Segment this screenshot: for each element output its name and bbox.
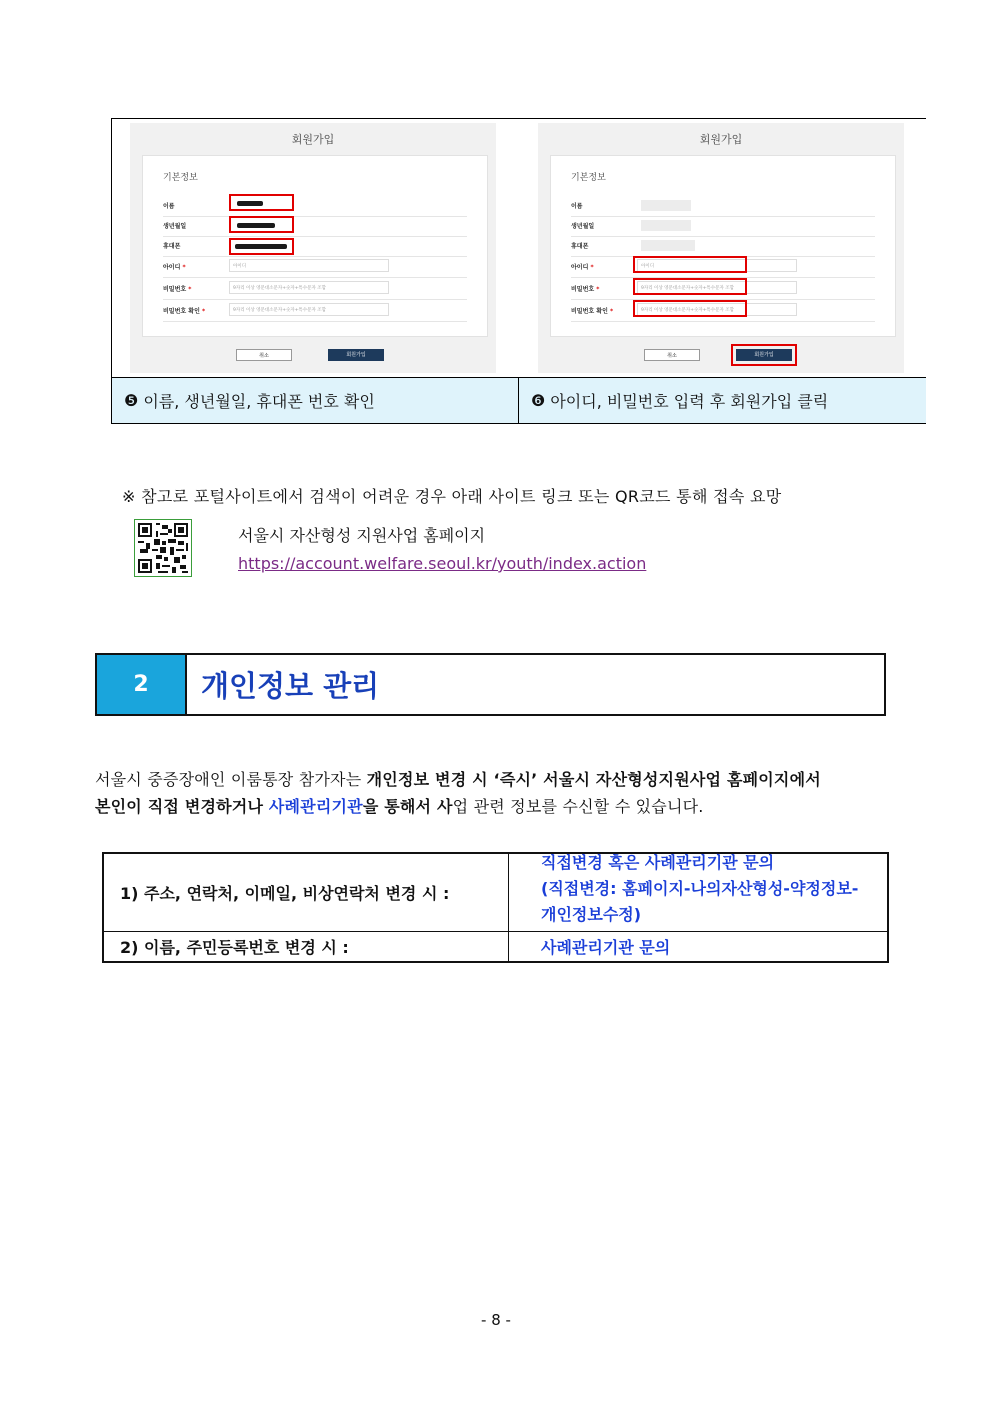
field-label: 휴대폰 [163, 243, 181, 250]
basic-info-heading: 기본정보 [163, 173, 198, 183]
paragraph-line-2 [95, 794, 901, 817]
page-number: - 8 - [481, 1311, 511, 1329]
field-label: 휴대폰 [571, 243, 589, 250]
table-value-line: 직접변경 혹은 사례관리기관 문의 [541, 853, 775, 872]
field-row-phone [571, 236, 875, 257]
signup-title: 회원가입 [291, 133, 335, 146]
field-label: 이름 [163, 203, 175, 210]
masked-value [237, 223, 275, 228]
signup-screenshot-right [538, 123, 904, 373]
field-row-password-confirm [571, 301, 875, 322]
qr-code-icon [134, 519, 192, 577]
masked-value [237, 201, 263, 206]
caption-cell-left [112, 377, 519, 423]
reference-note: ※ 참고로 포털사이트에서 검색이 어려운 경우 아래 사이트 링크 또는 QR코드 통해 접속 요망 [122, 487, 782, 506]
signup-form-card [550, 155, 896, 337]
field-label: 비밀번호 확인 * [571, 308, 614, 315]
info-change-table [102, 852, 889, 963]
id-input[interactable]: 아이디 [229, 259, 389, 272]
masked-value [235, 244, 287, 249]
signup-form-card [142, 155, 488, 337]
readonly-value [641, 220, 691, 231]
field-row-password [571, 279, 875, 300]
field-row-id [163, 257, 467, 278]
field-row-birthdate [163, 216, 467, 237]
cancel-button[interactable]: 취소 [644, 349, 700, 361]
readonly-value [641, 200, 691, 211]
cancel-button[interactable]: 취소 [236, 349, 292, 361]
paragraph-bold-text: 을 통해서 사 [362, 797, 453, 816]
field-row-name [163, 196, 467, 217]
field-label: 비밀번호 * [571, 286, 600, 293]
highlight-box [633, 256, 747, 273]
field-label: 이름 [571, 203, 583, 210]
site-link[interactable]: https://account.welfare.seoul.kr/youth/index.action [238, 554, 647, 573]
table-value-line: (직접변경: 홈페이지-나의자산형성-약정정보- [541, 879, 859, 898]
field-label: 아이디 * [163, 264, 186, 271]
paragraph-text: 업 관련 정보를 수신할 수 있습니다. [452, 797, 704, 816]
field-row-password [163, 279, 467, 300]
join-button[interactable]: 회원가입 [328, 349, 384, 361]
basic-info-heading: 기본정보 [571, 173, 606, 183]
password-input[interactable]: 9자리 이상 영문대소문자+숫자+특수문자 조합 [229, 281, 389, 294]
case-agency-highlight: 사례관리기관 [268, 797, 363, 816]
screenshot-cell-left [112, 119, 520, 377]
password-confirm-input[interactable]: 9자리 이상 영문대소문자+숫자+특수문자 조합 [637, 303, 797, 316]
join-highlight-box [731, 344, 797, 366]
field-row-name [571, 196, 875, 217]
paragraph-line-1 [95, 767, 901, 790]
table-row-value [509, 931, 887, 961]
signup-screenshot-left [130, 123, 496, 373]
field-label: 생년월일 [571, 223, 595, 230]
password-confirm-input[interactable]: 9자리 이상 영문대소문자+숫자+특수문자 조합 [229, 303, 389, 316]
field-label: 비밀번호 * [163, 286, 192, 293]
id-input[interactable]: 아이디 [637, 259, 797, 272]
paragraph-bold-text: 개인정보 변경 시 ‘즉시’ 서울시 자산형성지원사업 홈페이지에서 [366, 770, 821, 789]
field-label: 아이디 * [571, 264, 594, 271]
password-input[interactable]: 9자리 이상 영문대소문자+숫자+특수문자 조합 [637, 281, 797, 294]
step-number-5: ❺ [124, 391, 139, 410]
field-row-birthdate [571, 216, 875, 237]
join-button[interactable]: 회원가입 [736, 349, 792, 361]
paragraph-text: 서울시 중증장애인 이룸통장 참가자는 [95, 770, 367, 789]
site-name: 서울시 자산형성 지원사업 홈페이지 [238, 526, 486, 545]
screenshot-table [111, 118, 926, 424]
table-value-line: 사례관리기관 문의 [541, 938, 671, 957]
caption-cell-right [519, 377, 926, 423]
table-value-line: 개인정보수정) [541, 905, 642, 924]
section-title: 개인정보 관리 [201, 669, 380, 703]
field-row-phone [163, 236, 467, 257]
table-row-value [509, 854, 887, 931]
highlight-box [633, 300, 747, 317]
field-row-id [571, 257, 875, 278]
readonly-value [641, 240, 695, 251]
screenshot-cell-right [519, 119, 926, 377]
field-label: 생년월일 [163, 223, 187, 230]
step-number-6: ❻ [531, 391, 546, 410]
section-number: 2 [97, 655, 187, 714]
paragraph-bold-text: 본인이 직접 변경하거나 [95, 797, 269, 816]
signup-title: 회원가입 [699, 133, 743, 146]
caption-text: 아이디, 비밀번호 입력 후 회원가입 클릭 [550, 392, 829, 411]
field-row-password-confirm [163, 301, 467, 322]
table-row-label: 1) 주소, 연락처, 이메일, 비상연락처 변경 시 : [104, 854, 509, 931]
caption-text: 이름, 생년월일, 휴대폰 번호 확인 [143, 392, 375, 411]
field-label: 비밀번호 확인 * [163, 308, 206, 315]
section-header [95, 653, 886, 716]
table-row-label: 2) 이름, 주민등록번호 변경 시 : [104, 931, 509, 961]
highlight-box [633, 278, 747, 295]
